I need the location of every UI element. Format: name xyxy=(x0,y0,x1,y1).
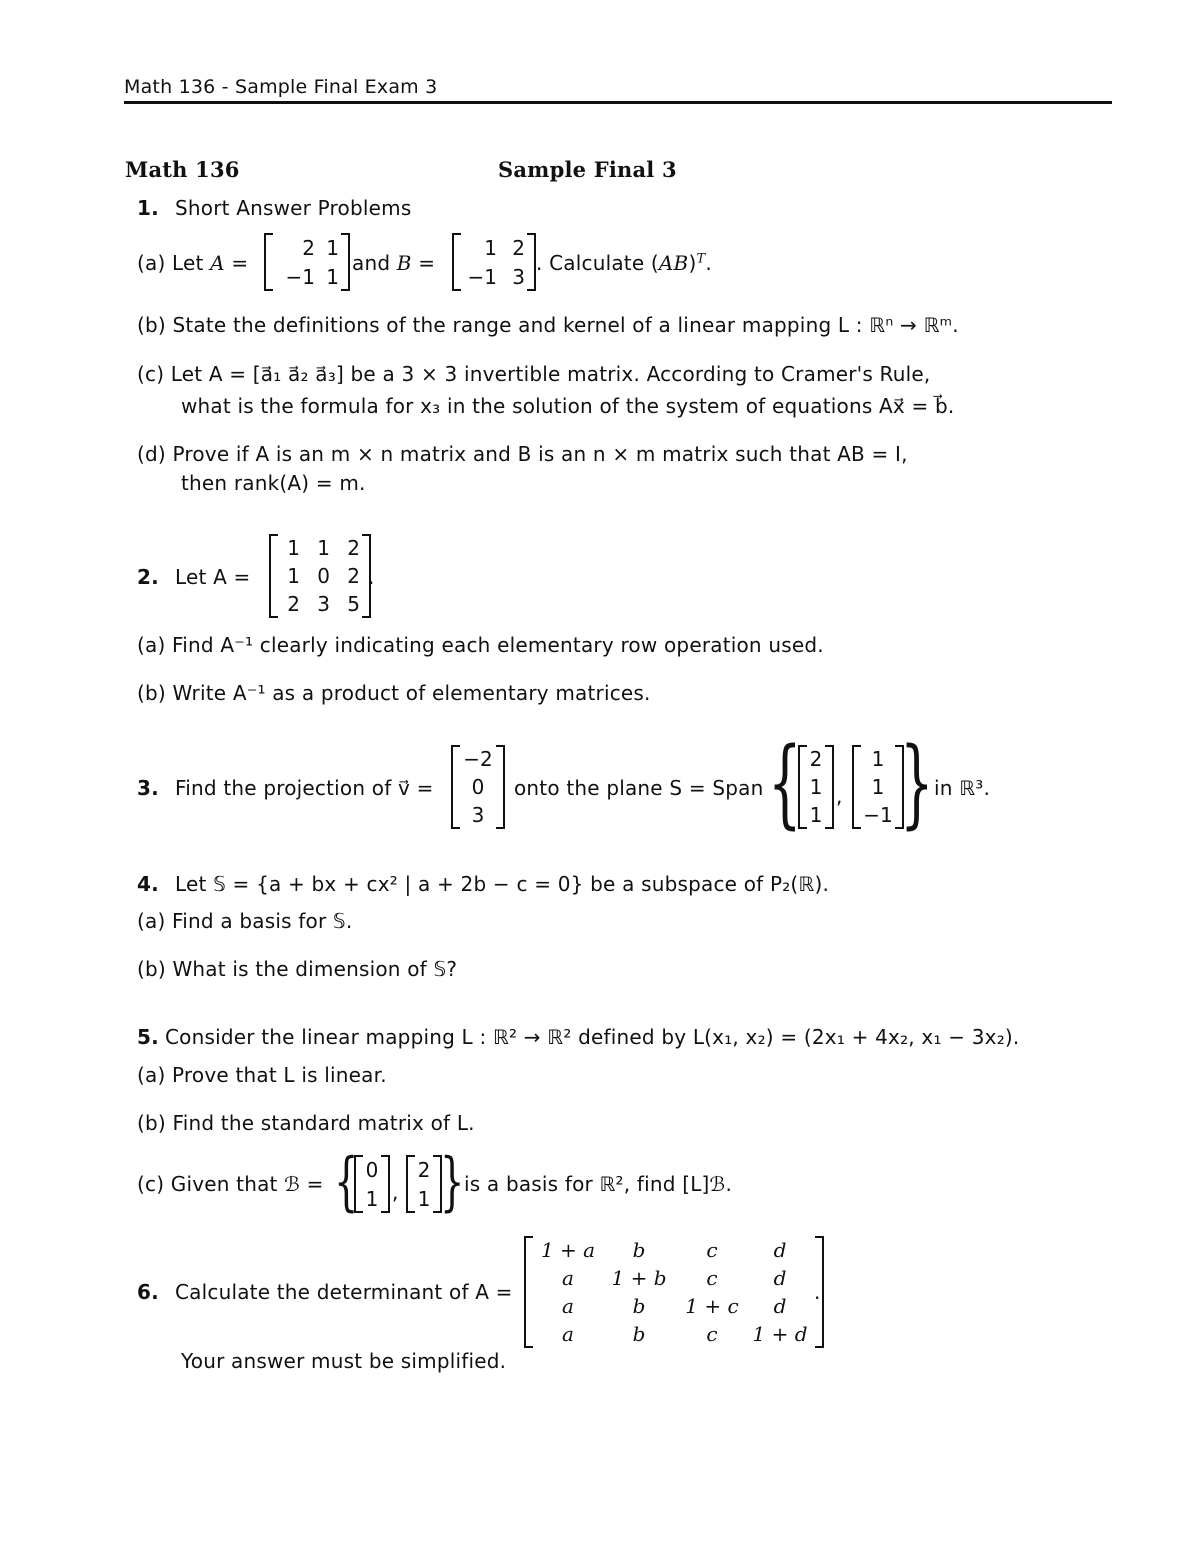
q1a-text: (a) Let A = xyxy=(137,251,249,275)
vector-entry: −2 xyxy=(463,747,493,771)
matrix-cell: 3 xyxy=(317,592,330,616)
q1-heading: Short Answer Problems xyxy=(175,196,412,220)
matrix-cell: b xyxy=(632,1322,646,1346)
q5-number: 5. xyxy=(137,1025,159,1049)
matrix-cell: 2 xyxy=(512,235,525,260)
q6-period: . xyxy=(814,1280,821,1304)
q3-mid: onto the plane S = Span xyxy=(514,776,764,800)
matrix-cell: a xyxy=(562,1266,574,1290)
q5a-text: (a) Prove that L is linear. xyxy=(137,1063,387,1087)
q5-lead: Consider the linear mapping L : ℝ² → ℝ² defined by L(x₁, x₂) = (2x₁ + 4x₂, x₁ − 3x₂). xyxy=(165,1025,1020,1049)
q2-period: . xyxy=(368,565,375,589)
q1a-text-2: and B = xyxy=(352,251,436,275)
q2b-text: (b) Write A⁻¹ as a product of elementary matrices. xyxy=(137,681,651,705)
exam-title: Sample Final 3 xyxy=(498,157,677,182)
matrix-cell: 2 xyxy=(347,536,360,560)
matrix-cell: 1 xyxy=(484,235,497,260)
matrix-cell: 1 xyxy=(317,536,330,560)
running-header: Math 136 - Sample Final Exam 3 xyxy=(124,76,438,98)
vector-entry: −1 xyxy=(863,803,893,827)
q3-lead: Find the projection of v⃗ = xyxy=(175,776,434,800)
vector-entry: 1 xyxy=(809,775,823,799)
q5c-pre: (c) Given that ℬ = xyxy=(137,1172,324,1196)
q1c-line2: what is the formula for x₃ in the solution of the system of equations Ax⃗ = b⃗. xyxy=(181,394,955,418)
q4a-text: (a) Find a basis for 𝕊. xyxy=(137,909,353,933)
q3-span-vector-1 xyxy=(798,745,834,829)
matrix-cell: c xyxy=(706,1238,718,1262)
q3-end: in ℝ³. xyxy=(934,776,991,800)
vector-entry: 0 xyxy=(365,1157,379,1182)
matrix-cell: 2 xyxy=(347,564,360,588)
q5c-post: is a basis for ℝ², find [L]ℬ. xyxy=(464,1172,733,1196)
q2a-text: (a) Find A⁻¹ clearly indicating each elementary row operation used. xyxy=(137,633,824,657)
matrix-cell: −1 xyxy=(285,264,315,289)
right-brace-icon: } xyxy=(440,1145,465,1219)
header-rule xyxy=(124,101,1112,104)
vector-entry: 1 xyxy=(417,1186,431,1211)
matrix-cell: 1 xyxy=(287,536,300,560)
right-brace-icon: } xyxy=(900,727,934,839)
q4-number: 4. xyxy=(137,872,159,896)
q2-matrix xyxy=(269,534,371,618)
vector-entry: 1 xyxy=(809,803,823,827)
q6-lead: Calculate the determinant of A = xyxy=(175,1280,513,1304)
q1d-line2: then rank(A) = m. xyxy=(181,471,366,495)
matrix-cell: 1 + c xyxy=(685,1294,739,1318)
q1b-text: (b) State the definitions of the range and kernel of a linear mapping L : ℝⁿ → ℝᵐ. xyxy=(137,313,959,337)
q5c-basis-vector-2 xyxy=(406,1155,442,1213)
matrix-cell: d xyxy=(773,1266,787,1290)
matrix-cell: 1 + a xyxy=(540,1238,596,1262)
q3-vector-v xyxy=(451,745,505,829)
matrix-cell: 3 xyxy=(512,264,525,289)
q6-note: Your answer must be simplified. xyxy=(181,1349,507,1373)
matrix-cell: 1 xyxy=(326,264,339,289)
vector-entry: 1 xyxy=(871,747,885,771)
q4-lead: Let 𝕊 = {a + bx + cx² | a + 2b − c = 0} be a subspace of P₂(ℝ). xyxy=(175,872,830,896)
matrix-cell: b xyxy=(632,1294,646,1318)
matrix-cell: c xyxy=(706,1266,718,1290)
q3-span-vector-2 xyxy=(852,745,904,829)
q1c-line1: (c) Let A = [a⃗₁ a⃗₂ a⃗₃] be a 3 × 3 invertible matrix. According to Cramer's Rule, xyxy=(137,362,931,386)
matrix-cell: a xyxy=(562,1322,574,1346)
matrix-cell: 0 xyxy=(317,564,330,588)
matrix-cell: b xyxy=(632,1238,646,1262)
vector-entry: 2 xyxy=(417,1157,431,1182)
matrix-cell: 2 xyxy=(287,592,300,616)
matrix-cell: d xyxy=(773,1238,787,1262)
q2-lead: Let A = xyxy=(175,565,251,589)
q1a-text-3: . Calculate (AB)$^T$. xyxy=(536,251,712,275)
vector-entry: 0 xyxy=(471,775,485,799)
left-brace-icon: { xyxy=(768,727,802,839)
q1-number: 1. xyxy=(137,196,159,220)
q6-matrix xyxy=(524,1236,824,1348)
matrix-cell: −1 xyxy=(467,264,497,289)
q4b-text: (b) What is the dimension of 𝕊? xyxy=(137,957,458,981)
vector-entry: 2 xyxy=(809,747,823,771)
q1a-matrix-B xyxy=(452,233,536,291)
matrix-cell: c xyxy=(706,1322,718,1346)
matrix-cell: a xyxy=(562,1294,574,1318)
matrix-cell: 1 + b xyxy=(611,1266,667,1290)
q1a-matrix-A xyxy=(264,233,350,291)
q5c-comma: , xyxy=(392,1180,399,1204)
q5c-basis-vector-1 xyxy=(354,1155,390,1213)
q1d-line1: (d) Prove if A is an m × n matrix and B is an n × m matrix such that AB = I, xyxy=(137,442,908,466)
matrix-cell: 1 xyxy=(287,564,300,588)
vector-entry: 3 xyxy=(471,803,485,827)
matrix-cell: d xyxy=(773,1294,787,1318)
matrix-cell: 5 xyxy=(347,592,360,616)
vector-entry: 1 xyxy=(365,1186,379,1211)
q2-number: 2. xyxy=(137,565,159,589)
q5b-text: (b) Find the standard matrix of L. xyxy=(137,1111,475,1135)
vector-entry: 1 xyxy=(871,775,885,799)
q3-comma: , xyxy=(836,784,843,808)
matrix-cell: 2 xyxy=(302,235,315,260)
matrix-cell: 1 xyxy=(326,235,339,260)
matrix-cell: 1 + d xyxy=(752,1322,808,1346)
course-title: Math 136 xyxy=(125,157,240,182)
q6-number: 6. xyxy=(137,1280,159,1304)
q3-number: 3. xyxy=(137,776,159,800)
left-brace-icon: { xyxy=(334,1145,359,1219)
